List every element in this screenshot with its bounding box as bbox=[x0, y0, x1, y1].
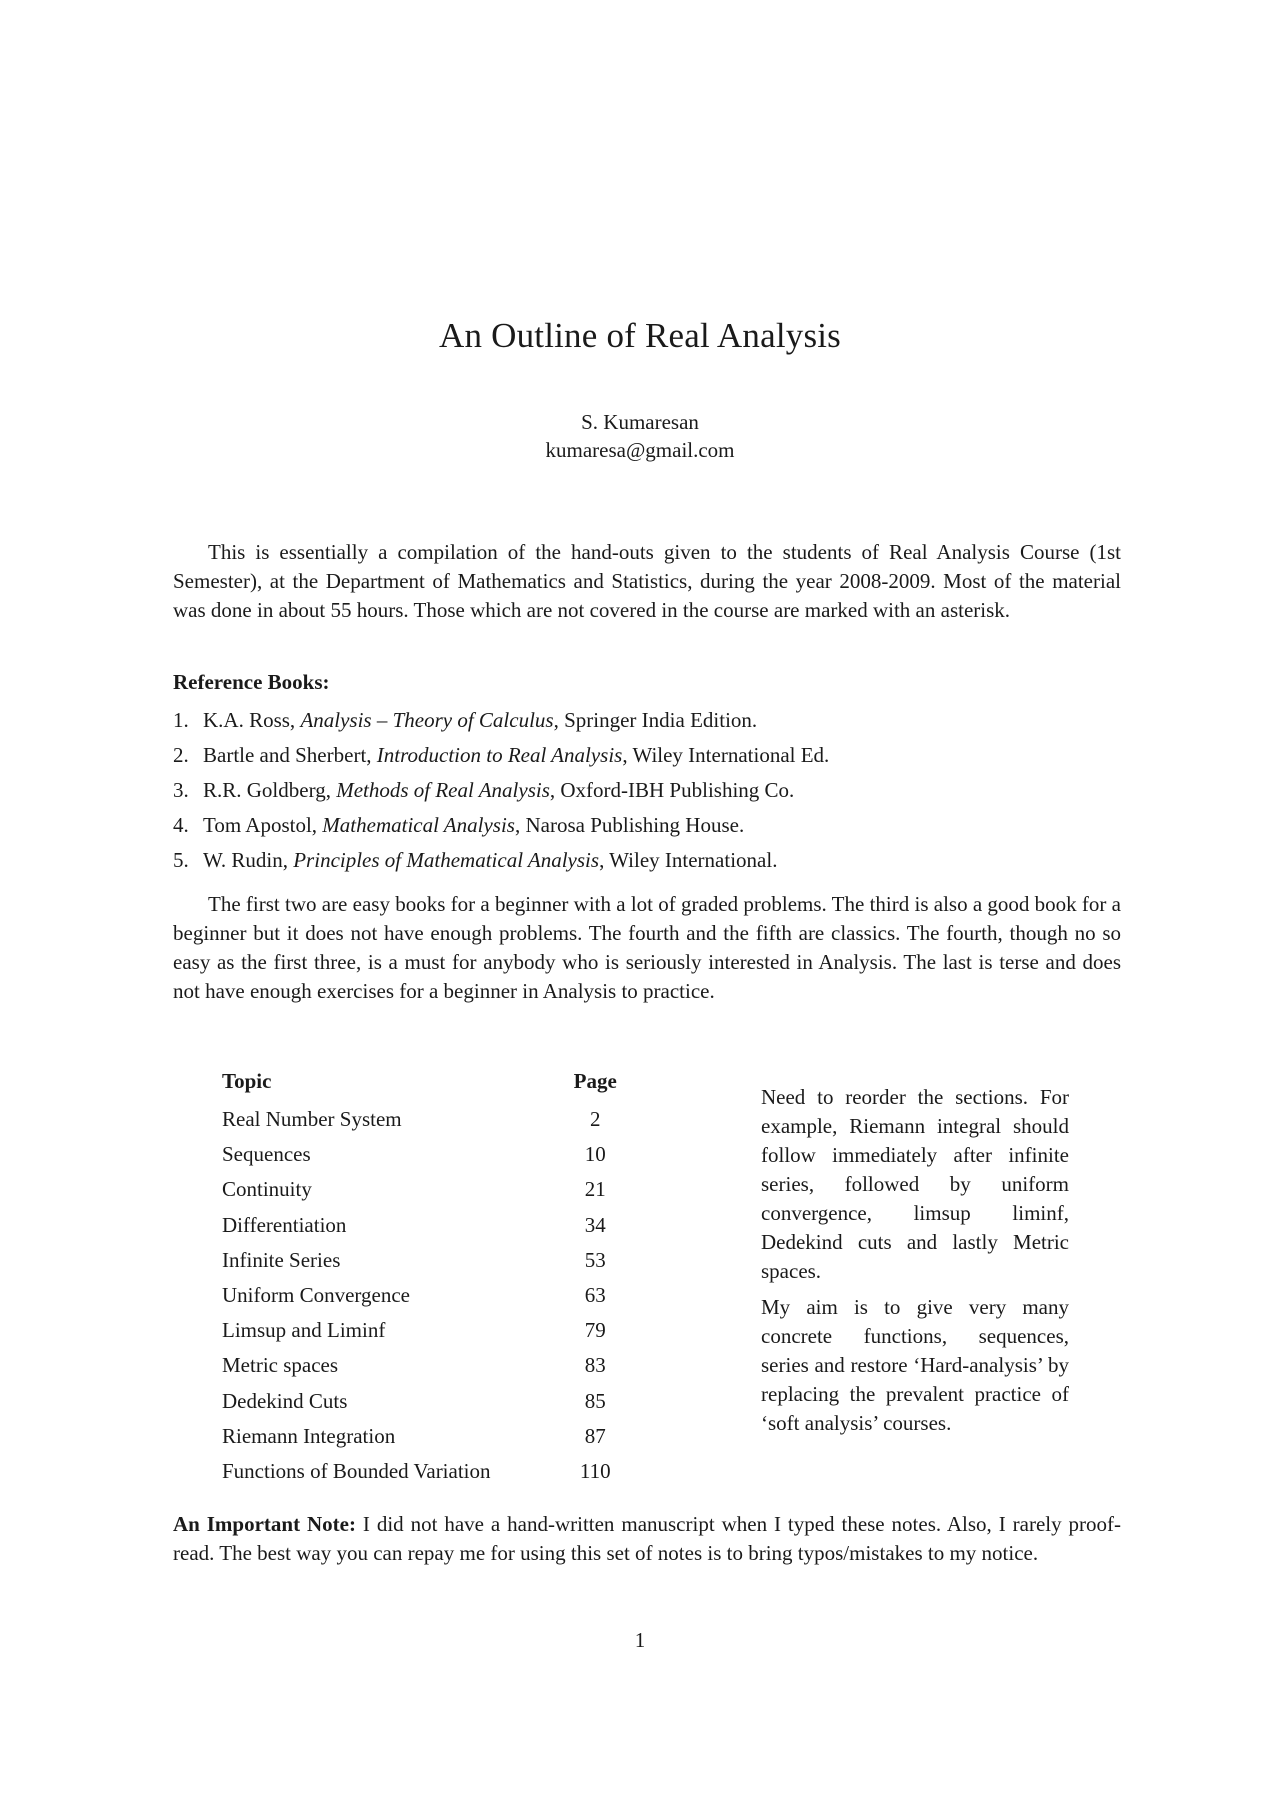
table-row bbox=[222, 1137, 642, 1172]
side-notes bbox=[761, 1083, 1069, 1445]
table-row bbox=[222, 1102, 642, 1137]
reference-item bbox=[173, 843, 1121, 878]
reference-publisher: , Oxford-IBH Publishing Co. bbox=[549, 778, 795, 802]
intro-text: This is essentially a compilation of the hand-outs given to the students of Real Analysis Course (1st Semester), at the Department of Mathematics and Statistics, during the year 2008-2009. Most of the material was done in about 55 hours. Those which are not covered in the course are marked with an asterisk. bbox=[173, 540, 1121, 622]
reference-publisher: , Narosa Publishing House. bbox=[514, 813, 745, 837]
table-row bbox=[222, 1172, 642, 1207]
table-row bbox=[222, 1384, 642, 1419]
reference-title: Introduction to Real Analysis bbox=[376, 743, 623, 767]
topic-cell: Sequences bbox=[222, 1142, 311, 1167]
page-cell: 85 bbox=[584, 1388, 606, 1413]
topic-cell: Functions of Bounded Variation bbox=[222, 1458, 491, 1483]
author-name: S. Kumaresan bbox=[581, 410, 699, 434]
reference-item bbox=[173, 808, 1121, 843]
reference-author: Tom Apostol, bbox=[203, 813, 323, 837]
topic-cell: Limsup and Liminf bbox=[222, 1318, 386, 1343]
contents-table bbox=[222, 1064, 642, 1489]
page-cell: 2 bbox=[589, 1107, 601, 1131]
reference-author: W. Rudin, bbox=[203, 848, 294, 872]
table-row bbox=[222, 1208, 642, 1243]
table-header bbox=[222, 1064, 642, 1102]
topic-cell: Differentiation bbox=[222, 1212, 347, 1237]
reference-author: Bartle and Sherbert, bbox=[203, 743, 377, 767]
reference-number: 2. bbox=[173, 743, 189, 767]
reference-list bbox=[173, 703, 1121, 878]
reference-books-heading: Reference Books: bbox=[173, 670, 330, 694]
reference-number: 4. bbox=[173, 813, 189, 837]
reference-author: K.A. Ross, bbox=[203, 708, 301, 732]
page-number: 1 bbox=[634, 1628, 646, 1652]
page-cell: 87 bbox=[584, 1423, 606, 1448]
table-row bbox=[222, 1313, 642, 1348]
reference-author: R.R. Goldberg, bbox=[203, 778, 337, 802]
table-row bbox=[222, 1454, 642, 1489]
reference-publisher: , Springer India Edition. bbox=[553, 708, 758, 732]
important-note bbox=[173, 1510, 1121, 1567]
page-cell: 10 bbox=[584, 1142, 606, 1167]
reference-number: 5. bbox=[173, 848, 189, 872]
topic-cell: Dedekind Cuts bbox=[222, 1388, 348, 1413]
topic-cell: Real Number System bbox=[222, 1107, 402, 1131]
table-row bbox=[222, 1278, 642, 1313]
reference-publisher: , Wiley International. bbox=[599, 848, 778, 872]
topic-cell: Continuity bbox=[222, 1177, 312, 1202]
table-row bbox=[222, 1243, 642, 1278]
reference-item bbox=[173, 738, 1121, 773]
page-cell: 83 bbox=[584, 1353, 606, 1378]
reference-item bbox=[173, 773, 1121, 808]
page-cell: 110 bbox=[579, 1458, 611, 1483]
page-cell: 34 bbox=[584, 1212, 606, 1237]
books-text: The first two are easy books for a beginner with a lot of graded problems. The third is also a good book for a beginner but it does not have enough problems. The fourth and the fifth are classics. The fourth, though no so easy as the first three, is a must for anybody who is seriously interested in Analysis. The last is terse and does not have enough exercises for a beginner in Analysis to practice. bbox=[173, 892, 1121, 1003]
topic-cell: Infinite Series bbox=[222, 1247, 341, 1272]
column-header-topic: Topic bbox=[222, 1069, 272, 1093]
reference-number: 3. bbox=[173, 778, 189, 802]
important-note-text: I did not have a hand-written manuscript when I typed these notes. Also, I rarely proof-read. The best way you can repay me for using this set of notes is to bring typos/mistakes to my notice. bbox=[173, 1512, 1121, 1565]
reference-title: Analysis – Theory of Calculus bbox=[300, 708, 554, 732]
reference-number: 1. bbox=[173, 708, 189, 732]
page-cell: 79 bbox=[584, 1318, 606, 1343]
topic-cell: Metric spaces bbox=[222, 1353, 339, 1378]
reference-item bbox=[173, 703, 1121, 738]
table-row bbox=[222, 1348, 642, 1383]
page-cell: 63 bbox=[584, 1282, 606, 1307]
side-note-reorder: Need to reorder the sections. For example, Riemann integral should follow immediately after infinite series, followed by uniform convergence, limsup liminf, Dedekind cuts and lastly Metric spaces. bbox=[761, 1085, 1069, 1283]
table-row bbox=[222, 1419, 642, 1454]
author-email: kumaresa@gmail.com bbox=[545, 438, 735, 462]
reference-title: Principles of Mathematical Analysis bbox=[293, 848, 600, 872]
column-header-page: Page bbox=[573, 1069, 617, 1093]
page-cell: 53 bbox=[584, 1247, 606, 1272]
reference-title: Mathematical Analysis bbox=[322, 813, 515, 837]
intro-paragraph bbox=[173, 538, 1121, 625]
side-note-aim: My aim is to give very many concrete functions, sequences, series and restore ‘Hard-analysis’ by replacing the prevalent practice of ‘soft analysis’ courses. bbox=[761, 1295, 1069, 1435]
page-cell: 21 bbox=[584, 1177, 606, 1202]
reference-publisher: , Wiley International Ed. bbox=[622, 743, 830, 767]
reference-title: Methods of Real Analysis bbox=[336, 778, 550, 802]
important-note-label: An Important Note: bbox=[173, 1512, 356, 1536]
topic-cell: Riemann Integration bbox=[222, 1423, 396, 1448]
topic-cell: Uniform Convergence bbox=[222, 1282, 410, 1307]
document-title: An Outline of Real Analysis bbox=[438, 316, 842, 355]
books-paragraph bbox=[173, 890, 1121, 1006]
